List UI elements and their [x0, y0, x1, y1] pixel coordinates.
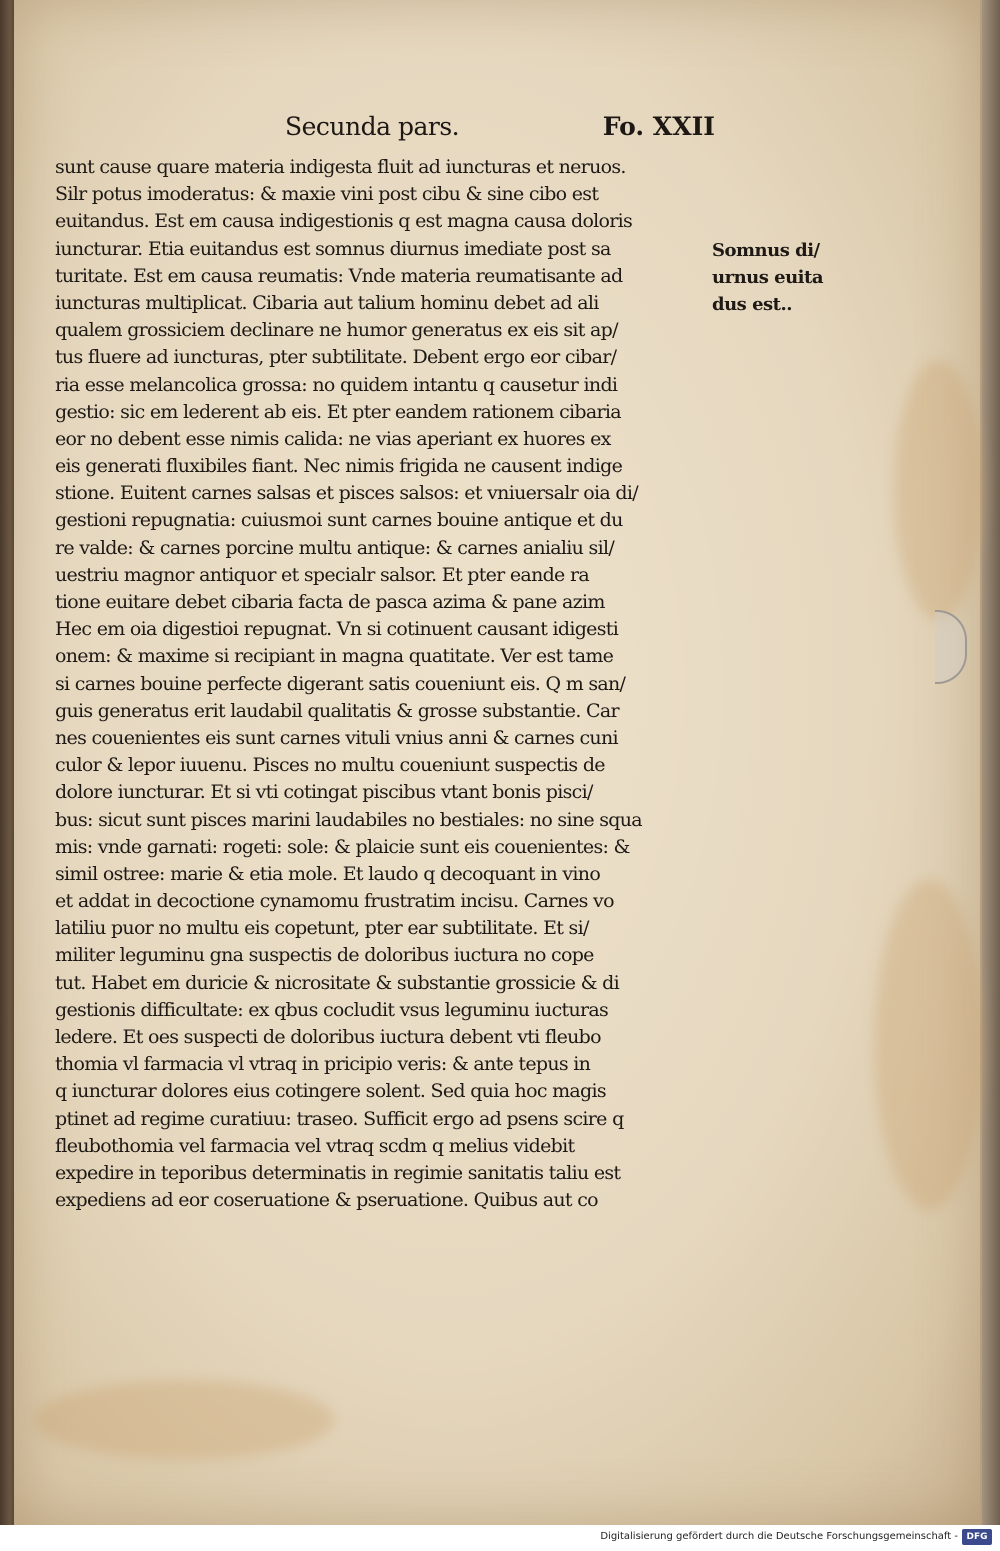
text-line: expedire in teporibus determinatis in regimie sanitatis taliu est: [55, 1161, 621, 1184]
text-line: et addat in decoctione cynamomu frustratim incisu. Carnes vo: [55, 890, 614, 913]
text-line: latiliu puor no multu eis copetunt, pter ear subtilitate. Et si/: [55, 917, 589, 940]
text-line: militer leguminu gna suspectis de doloribus iuctura no cope: [55, 944, 594, 967]
text-line: onem: & maxime si recipiant in magna quatitate. Ver est tame: [55, 645, 614, 668]
folio-number: Fo. XXII: [602, 112, 715, 141]
text-line: thomia vl farmacia vl vtraq in pricipio veris: & ante tepus in: [55, 1053, 591, 1076]
dfg-logo: DFG: [962, 1529, 992, 1545]
text-line: simil ostree: marie & etia mole. Et laudo q decoquant in vino: [55, 862, 601, 885]
text-line: expediens ad eor coseruatione & pseruatione. Quibus aut co: [55, 1189, 598, 1212]
text-line: nes couenientes eis sunt carnes vituli vnius anni & carnes cuni: [55, 726, 618, 749]
running-title: Secunda pars.: [285, 112, 460, 141]
text-line: euitandus. Est em causa indigestionis q est magna causa doloris: [55, 210, 633, 233]
text-line: ptinet ad regime curatiuu: traseo. Sufficit ergo ad psens scire q: [55, 1107, 624, 1130]
text-line: mis: vnde garnati: rogeti: sole: & plaicie sunt eis couenientes: &: [55, 835, 630, 858]
text-line: culor & lepor iuuenu. Pisces no multu coueniunt suspectis de: [55, 754, 605, 777]
text-line: stione. Euitent carnes salsas et pisces salsos: et vniuersalr oia di/: [55, 482, 638, 505]
text-line: si carnes bouine perfecte digerant satis coueniunt eis. Q m san/: [55, 672, 626, 695]
footer-bar: [0, 1525, 1000, 1551]
running-header: [285, 112, 715, 152]
text-line: sunt cause quare materia indigesta fluit ad iuncturas et neruos.: [55, 156, 626, 178]
text-line: gestio: sic em lederent ab eis. Et pter eandem rationem cibaria: [55, 400, 621, 423]
text-line: uestriu magnor antiquor et specialr salsor. Et pter eande ra: [55, 563, 589, 586]
text-line: guis generatus erit laudabil qualitatis & grosse substantie. Car: [55, 699, 619, 722]
text-line: tut. Habet em duricie & nicrositate & substantie grossicie & di: [55, 971, 619, 994]
body-text: [55, 154, 705, 1214]
paper-stain: [874, 880, 984, 1210]
text-line: eor no debent esse nimis calida: ne vias aperiant ex huores ex: [55, 427, 611, 450]
text-line: Hec em oia digestioi repugnat. Vn si cotinuent causant idigesti: [55, 618, 619, 641]
text-line: iuncturas multiplicat. Cibaria aut talium hominu debet ad ali: [55, 291, 599, 314]
marginal-note-line: Somnus di/: [712, 240, 820, 261]
text-line: tione euitare debet cibaria facta de pasca azima & pane azim: [55, 591, 605, 613]
text-line: dolore iuncturar. Et si vti cotingat piscibus vtant bonis pisci/: [55, 781, 593, 804]
funding-credit: Digitalisierung gefördert durch die Deutsche Forschungsgemeinschaft -: [600, 1531, 958, 1542]
text-line: fleubothomia vel farmacia vel vtraq scdm q melius videbit: [55, 1134, 575, 1157]
text-line: ledere. Et oes suspecti de doloribus iuctura debent vti fleubo: [55, 1026, 601, 1048]
text-line: ria esse melancolica grossa: no quidem intantu q causetur indi: [55, 373, 618, 396]
text-line: gestionis difficultate: ex qbus cocludit vsus leguminu iucturas: [55, 998, 609, 1021]
text-line: q iuncturar dolores eius cotingere solent. Sed quia hoc magis: [55, 1080, 606, 1103]
text-line: qualem grossiciem declinare ne humor generatus ex eis sit ap/: [55, 319, 618, 342]
paper-stain: [34, 1380, 334, 1460]
paper-stain: [894, 360, 984, 620]
text-line: gestioni repugnatia: cuiusmoi sunt carnes bouine antique et du: [55, 509, 623, 532]
marginal-note-line: urnus euita: [712, 267, 823, 288]
text-line: turitate. Est em causa reumatis: Vnde materia reumatisante ad: [55, 264, 623, 287]
marginal-note-line: dus est..: [712, 294, 793, 315]
text-line: eis generati fluxibiles fiant. Nec nimis frigida ne causent indige: [55, 455, 623, 478]
text-line: iuncturar. Etia euitandus est somnus diurnus imediate post sa: [55, 237, 611, 260]
text-line: bus: sicut sunt pisces marini laudabiles no bestiales: no sine squa: [55, 808, 642, 831]
text-line: tus fluere ad iuncturas, pter subtilitate. Debent ergo eor cibar/: [55, 346, 617, 369]
text-line: re valde: & carnes porcine multu antique: & carnes anialiu sil/: [55, 536, 615, 559]
text-line: Silr potus imoderatus: & maxie vini post cibu & sine cibo est: [55, 183, 599, 206]
marginal-note: [712, 237, 832, 318]
